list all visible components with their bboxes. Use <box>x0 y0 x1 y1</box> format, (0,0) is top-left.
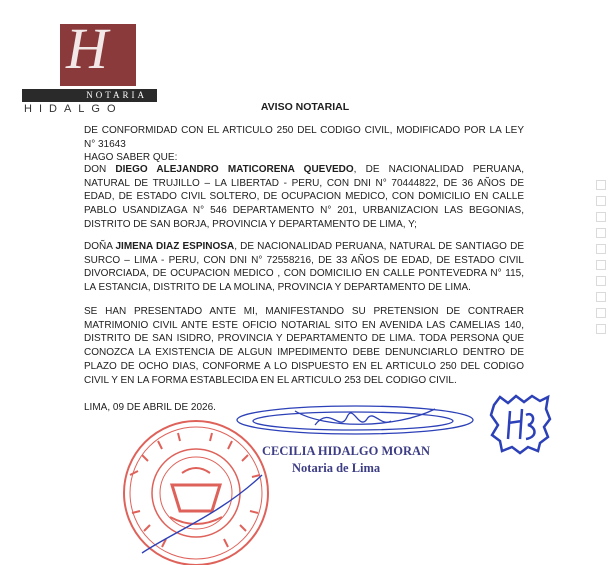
paragraph-bride <box>84 240 524 295</box>
logo-monogram: H <box>66 16 108 81</box>
logo-name: HIDALGO <box>24 103 123 115</box>
paragraph-groom <box>84 163 524 232</box>
notary-signature-block <box>262 443 430 477</box>
groom-prefix: DON <box>84 164 116 175</box>
logo-strip-text: NOTARIA <box>86 90 147 100</box>
notary-title: Notaria de Lima <box>292 461 381 475</box>
document-date: LIMA, 09 DE ABRIL DE 2026. <box>84 402 216 413</box>
intro-paragraph <box>84 124 524 165</box>
notary-stamp-icon <box>488 393 553 455</box>
intro-line-2: HAGO SABER QUE: <box>84 152 178 164</box>
document-title: AVISO NOTARIAL <box>260 101 350 113</box>
paragraph-notice: SE HAN PRESENTADO ANTE MI, MANIFESTANDO SU PRETENSION DE CONTRAER MATRIMONIO CIVIL ANTE ESTE OFICIO NOTARIAL SITO EN AVENIDA LAS CAMELIAS 140, DISTRITO DE SAN ISIDRO, PROVINCIA Y DEPARTAMENTO DE LIMA. TODA PERSONA QUE CONOZCA LA EXISTENCIA DE ALGUN IMPEDIMENTO DEBE DENUNCIARLO DENTRO DE PLAZO DE OCHO DIAS, CONFORME A LO DISPUESTO EN EL ARTICULO 250 DEL CODIGO CIVIL Y EN LA FORMA ESTABLECIDA EN EL ARTICULO 253 DEL CODIGO CIVIL. <box>84 306 524 386</box>
groom-name: DIEGO ALEJANDRO MATICORENA QUEVEDO <box>115 164 354 175</box>
bride-details: , DE NACIONALIDAD PERUANA, NATURAL DE SANTIAGO DE SURCO – LIMA - PERU, CON DNI N° 72558216, DE 33 AÑOS DE EDAD, DE ESTADO CIVIL DIVORCIADA, DE OCUPACION MEDICO , CON DOMICILIO EN CALLE PONTEVEDRA N° 115, LA ESTANCIA, DISTRITO DE LA MOLINA, PROVINCIA Y DEPARTAMENTO DE LIMA. <box>84 241 524 294</box>
page-edge-marks <box>593 174 607 324</box>
bride-prefix: DOÑA <box>84 241 116 252</box>
bride-name: JIMENA DIAZ ESPINOSA <box>115 241 235 252</box>
signature-flourish-icon <box>235 395 480 445</box>
groom-details: , DE NACIONALIDAD PERUANA, NATURAL DE TRUJILLO – LA LIBERTAD - PERU, CON DNI N° 70444822, DE 36 AÑOS DE EDAD, DE ESTADO CIVIL SOLTERO, DE OCUPACION MEDICO, CON DOMICILIO EN CALLE PABLO USANDIZAGA N° 546 DEPARTAMENTO N° 201, URBANIZACION LAS BEGONIAS, DISTRITO DE SAN BORJA, PROVINCIA Y DEPARTAMENTO DE LIMA, Y; <box>84 164 524 230</box>
intro-line-1: DE CONFORMIDAD CON EL ARTICULO 250 DEL CODIGO CIVIL, MODIFICADO POR LA LEY N° 31643 <box>84 125 524 150</box>
notary-name: CECILIA HIDALGO MORAN <box>262 444 431 458</box>
